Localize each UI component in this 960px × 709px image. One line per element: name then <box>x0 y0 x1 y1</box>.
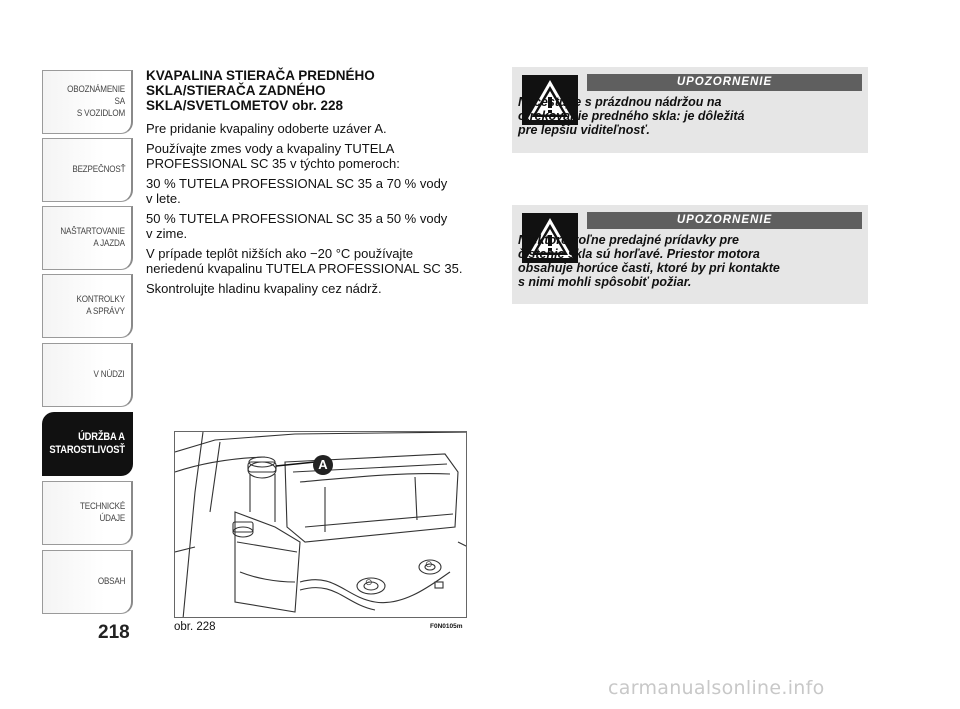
paragraph: Pre pridanie kvapaliny odoberte uzáver A. <box>146 121 387 136</box>
paragraph: V prípade teplôt nižších ako −20 °C používajte neriedenú kvapalinu TUTELA PROFESSIONAL SC 35. <box>146 246 463 276</box>
paragraph: Používajte zmes vody a kvapaliny TUTELA PROFESSIONAL SC 35 v týchto pomeroch: <box>146 141 400 171</box>
tab-udrzba-active[interactable] <box>42 412 133 476</box>
tab-label: OBSAH <box>97 576 125 587</box>
tab-label: TECHNICKÉ ÚDAJE <box>79 501 125 524</box>
figure-code: F0N0105m <box>430 623 463 630</box>
tab-label: ÚDRŽBA A STAROSTLIVOSŤ <box>49 431 125 456</box>
tab-oboznamenie[interactable] <box>42 70 133 134</box>
tab-label: KONTROLKY A SPRÁVY <box>76 294 125 317</box>
main-text-column <box>146 68 491 301</box>
tab-label: V NÚDZI <box>93 369 125 380</box>
tab-bezpecnost[interactable] <box>42 138 133 202</box>
tab-nastartovanie[interactable] <box>42 206 133 270</box>
tab-label: NAŠTARTOVANIE A JAZDA <box>60 226 125 249</box>
engine-bay-figure <box>174 431 467 618</box>
page-number: 218 <box>98 622 130 643</box>
warning-title: UPOZORNENIE <box>587 212 862 229</box>
watermark: carmanualsonline.info <box>608 677 825 699</box>
tab-kontrolky[interactable] <box>42 274 133 338</box>
tab-obsah[interactable] <box>42 550 133 614</box>
section-heading: KVAPALINA STIERAČA PREDNÉHO SKLA/STIERAČA ZADNÉHO SKLA/SVETLOMETOV obr. 228 <box>146 68 375 113</box>
paragraph: 50 % TUTELA PROFESSIONAL SC 35 a 50 % vody v zime. <box>146 211 448 241</box>
cap-marking-right: ⊙ <box>425 560 433 570</box>
tab-label: OBOZNÁMENIE SA S VOZIDLOM <box>67 84 125 119</box>
warning-box-1 <box>512 67 868 153</box>
callout-a-label: A <box>318 457 328 472</box>
tab-v-nudzi[interactable] <box>42 343 133 407</box>
cap-marking-left: ⊙ <box>365 578 373 588</box>
warning-title: UPOZORNENIE <box>587 74 862 91</box>
figure-caption: obr. 228 <box>174 621 216 633</box>
tab-technicke-udaje[interactable] <box>42 481 133 545</box>
warning-box-2 <box>512 205 868 304</box>
paragraph: 30 % TUTELA PROFESSIONAL SC 35 a 70 % vody v lete. <box>146 176 448 206</box>
warning-text: Niektoré voľne predajné prídavky pre čistenie skla sú horľavé. Priestor motora obsahuje horúce časti, ktoré by pri kontakte s nimi mohli spôsobiť požiar. <box>518 233 780 289</box>
warning-text: Necestujte s prázdnou nádržou na otrekovanie predného skla: je dôležitá pre lepšiu viditeľnosť. <box>518 95 745 137</box>
paragraph: Skontrolujte hladinu kvapaliny cez nádrž. <box>146 281 382 296</box>
tab-label: BEZPEČNOSŤ <box>71 164 125 175</box>
